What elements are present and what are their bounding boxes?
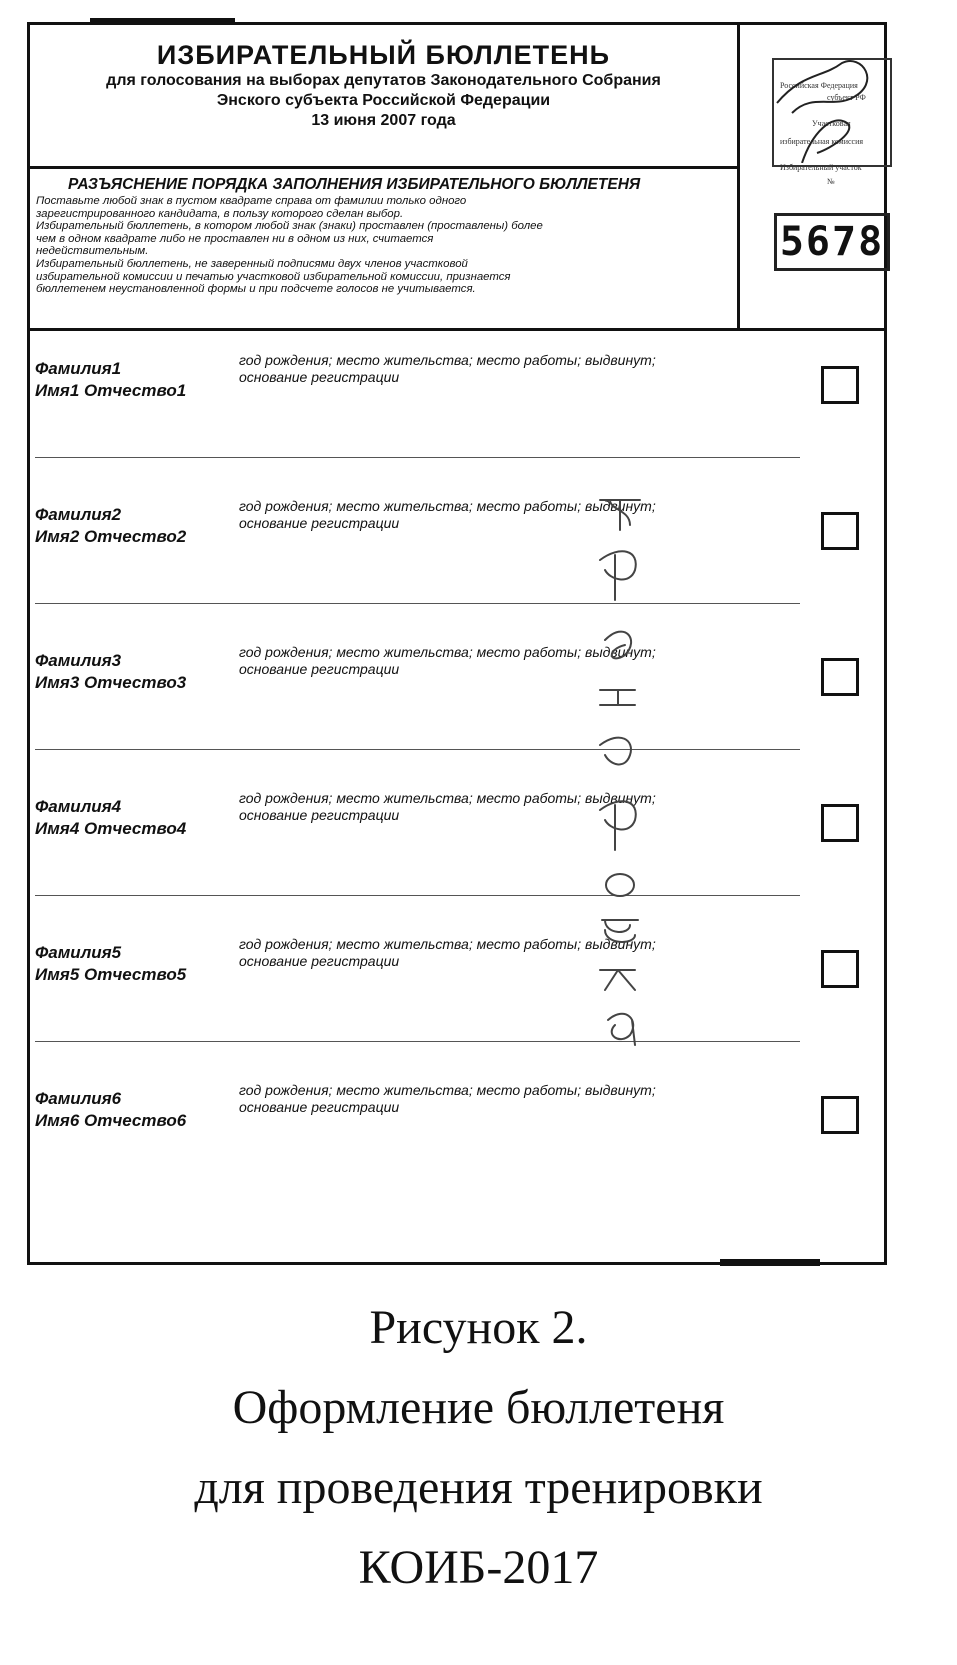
vote-checkbox[interactable]: [821, 950, 859, 988]
polling-station-number: 5678: [774, 213, 890, 271]
candidate-info: [239, 790, 759, 824]
candidate-info-line: основание регистрации: [239, 515, 400, 531]
candidate-name: [35, 504, 186, 548]
vote-checkbox[interactable]: [821, 1096, 859, 1134]
registration-mark-bottom: [720, 1259, 820, 1266]
candidate-separator: [35, 1041, 800, 1042]
commission-stamp: [772, 53, 892, 303]
rules-line: бюллетенем неустановленной формы и при подсчете голосов не учитывается.: [36, 283, 476, 296]
candidate-name: [35, 358, 186, 402]
filling-rules: [30, 169, 737, 331]
candidate-surname: Фамилия5: [35, 943, 122, 962]
candidate-surname: Фамилия1: [35, 359, 122, 378]
vote-checkbox[interactable]: [821, 366, 859, 404]
signature-mark: [772, 53, 892, 163]
candidate-info-line: год рождения; место жительства; место работы; выдвинут;: [239, 1082, 656, 1098]
registration-mark-top: [90, 18, 235, 25]
ballot-form: [27, 22, 887, 1265]
rules-line: Избирательный бюллетень, в котором любой знак (знаки) проставлен (проставлены) более: [36, 220, 543, 233]
candidate-info: [239, 936, 759, 970]
vote-checkbox[interactable]: [821, 512, 859, 550]
candidate-info: [239, 498, 759, 532]
candidate-info-line: год рождения; место жительства; место работы; выдвинут;: [239, 644, 656, 660]
stamp-line: субъект РФ: [827, 93, 866, 102]
vote-checkbox[interactable]: [821, 804, 859, 842]
candidate-info-line: год рождения; место жительства; место работы; выдвинут;: [239, 936, 656, 952]
candidate-given-names: Имя3 Отчество3: [35, 673, 187, 692]
candidate-info-line: год рождения; место жительства; место работы; выдвинут;: [239, 352, 656, 368]
ballot-header: [30, 25, 737, 169]
rules-line: зарегистрированного кандидата, в пользу которого сделан выбор.: [36, 207, 404, 220]
vote-checkbox[interactable]: [821, 658, 859, 696]
candidate-given-names: Имя6 Отчество6: [35, 1111, 187, 1130]
rules-line: Избирательный бюллетень, не заверенный подписями двух членов участковой: [36, 257, 468, 270]
rules-line: чем в одном квадрате либо не проставлен ни в одном из них, считается: [36, 232, 434, 245]
candidate-name: [35, 650, 186, 694]
rules-line: недействительным.: [36, 245, 149, 258]
candidate-surname: Фамилия3: [35, 651, 122, 670]
candidate-surname: Фамилия4: [35, 797, 122, 816]
stamp-line: №: [827, 177, 835, 186]
candidate-given-names: Имя1 Отчество1: [35, 381, 187, 400]
header-divider-vertical: [737, 25, 740, 331]
figure-caption-line: Оформление бюллетеня: [232, 1381, 725, 1434]
rules-title: РАЗЪЯСНЕНИЕ ПОРЯДКА ЗАПОЛНЕНИЯ ИЗБИРАТЕЛЬНОГО БЮЛЛЕТЕНЯ: [68, 176, 641, 193]
candidate-name: [35, 942, 186, 986]
candidate-info: [239, 1082, 759, 1116]
stamp-line: Избирательный участок: [780, 163, 862, 172]
candidate-info-line: основание регистрации: [239, 953, 400, 969]
candidate-given-names: Имя2 Отчество2: [35, 527, 187, 546]
figure-caption-line: КОИБ-2017: [358, 1541, 599, 1594]
candidate-name: [35, 1088, 186, 1132]
candidate-info: [239, 644, 759, 678]
ballot-title: ИЗБИРАТЕЛЬНЫЙ БЮЛЛЕТЕНЬ: [156, 40, 611, 70]
candidate-info-line: основание регистрации: [239, 807, 400, 823]
stamp-line: Участковая: [812, 119, 851, 128]
candidate-separator: [35, 603, 800, 604]
rules-line: избирательной комиссии и печатью участковой избирательной комиссии, признается: [36, 270, 511, 283]
stamp-line: избирательная комиссия: [780, 137, 864, 146]
candidate-given-names: Имя4 Отчество4: [35, 819, 187, 838]
candidate-separator: [35, 895, 800, 896]
candidate-info-line: основание регистрации: [239, 1099, 400, 1115]
handwritten-mark: [580, 490, 660, 1050]
candidate-given-names: Имя5 Отчество5: [35, 965, 187, 984]
candidate-surname: Фамилия6: [35, 1089, 122, 1108]
candidate-info: [239, 352, 759, 386]
candidate-name: [35, 796, 186, 840]
rules-text: [36, 195, 726, 296]
candidate-info-line: основание регистрации: [239, 661, 400, 677]
figure-caption-line: для проведения тренировки: [194, 1461, 763, 1514]
stamp-line: Российская Федерация: [780, 81, 858, 90]
figure-caption-number: Рисунок 2.: [369, 1301, 588, 1354]
rules-line: Поставьте любой знак в пустом квадрате справа от фамилии только одного: [36, 195, 467, 207]
candidate-info-line: год рождения; место жительства; место работы; выдвинут;: [239, 498, 656, 514]
candidate-separator: [35, 457, 800, 458]
ballot-date: 13 июня 2007 года: [311, 112, 456, 129]
ballot-subtitle-line: для голосования на выборах депутатов Законодательного Собрания: [106, 72, 661, 89]
candidate-info-line: год рождения; место жительства; место работы; выдвинут;: [239, 790, 656, 806]
candidate-info-line: основание регистрации: [239, 369, 400, 385]
ballot-subtitle-line: Энского субъекта Российской Федерации: [216, 92, 551, 109]
candidate-surname: Фамилия2: [35, 505, 122, 524]
header-divider-horizontal: [30, 328, 884, 331]
candidate-separator: [35, 749, 800, 750]
